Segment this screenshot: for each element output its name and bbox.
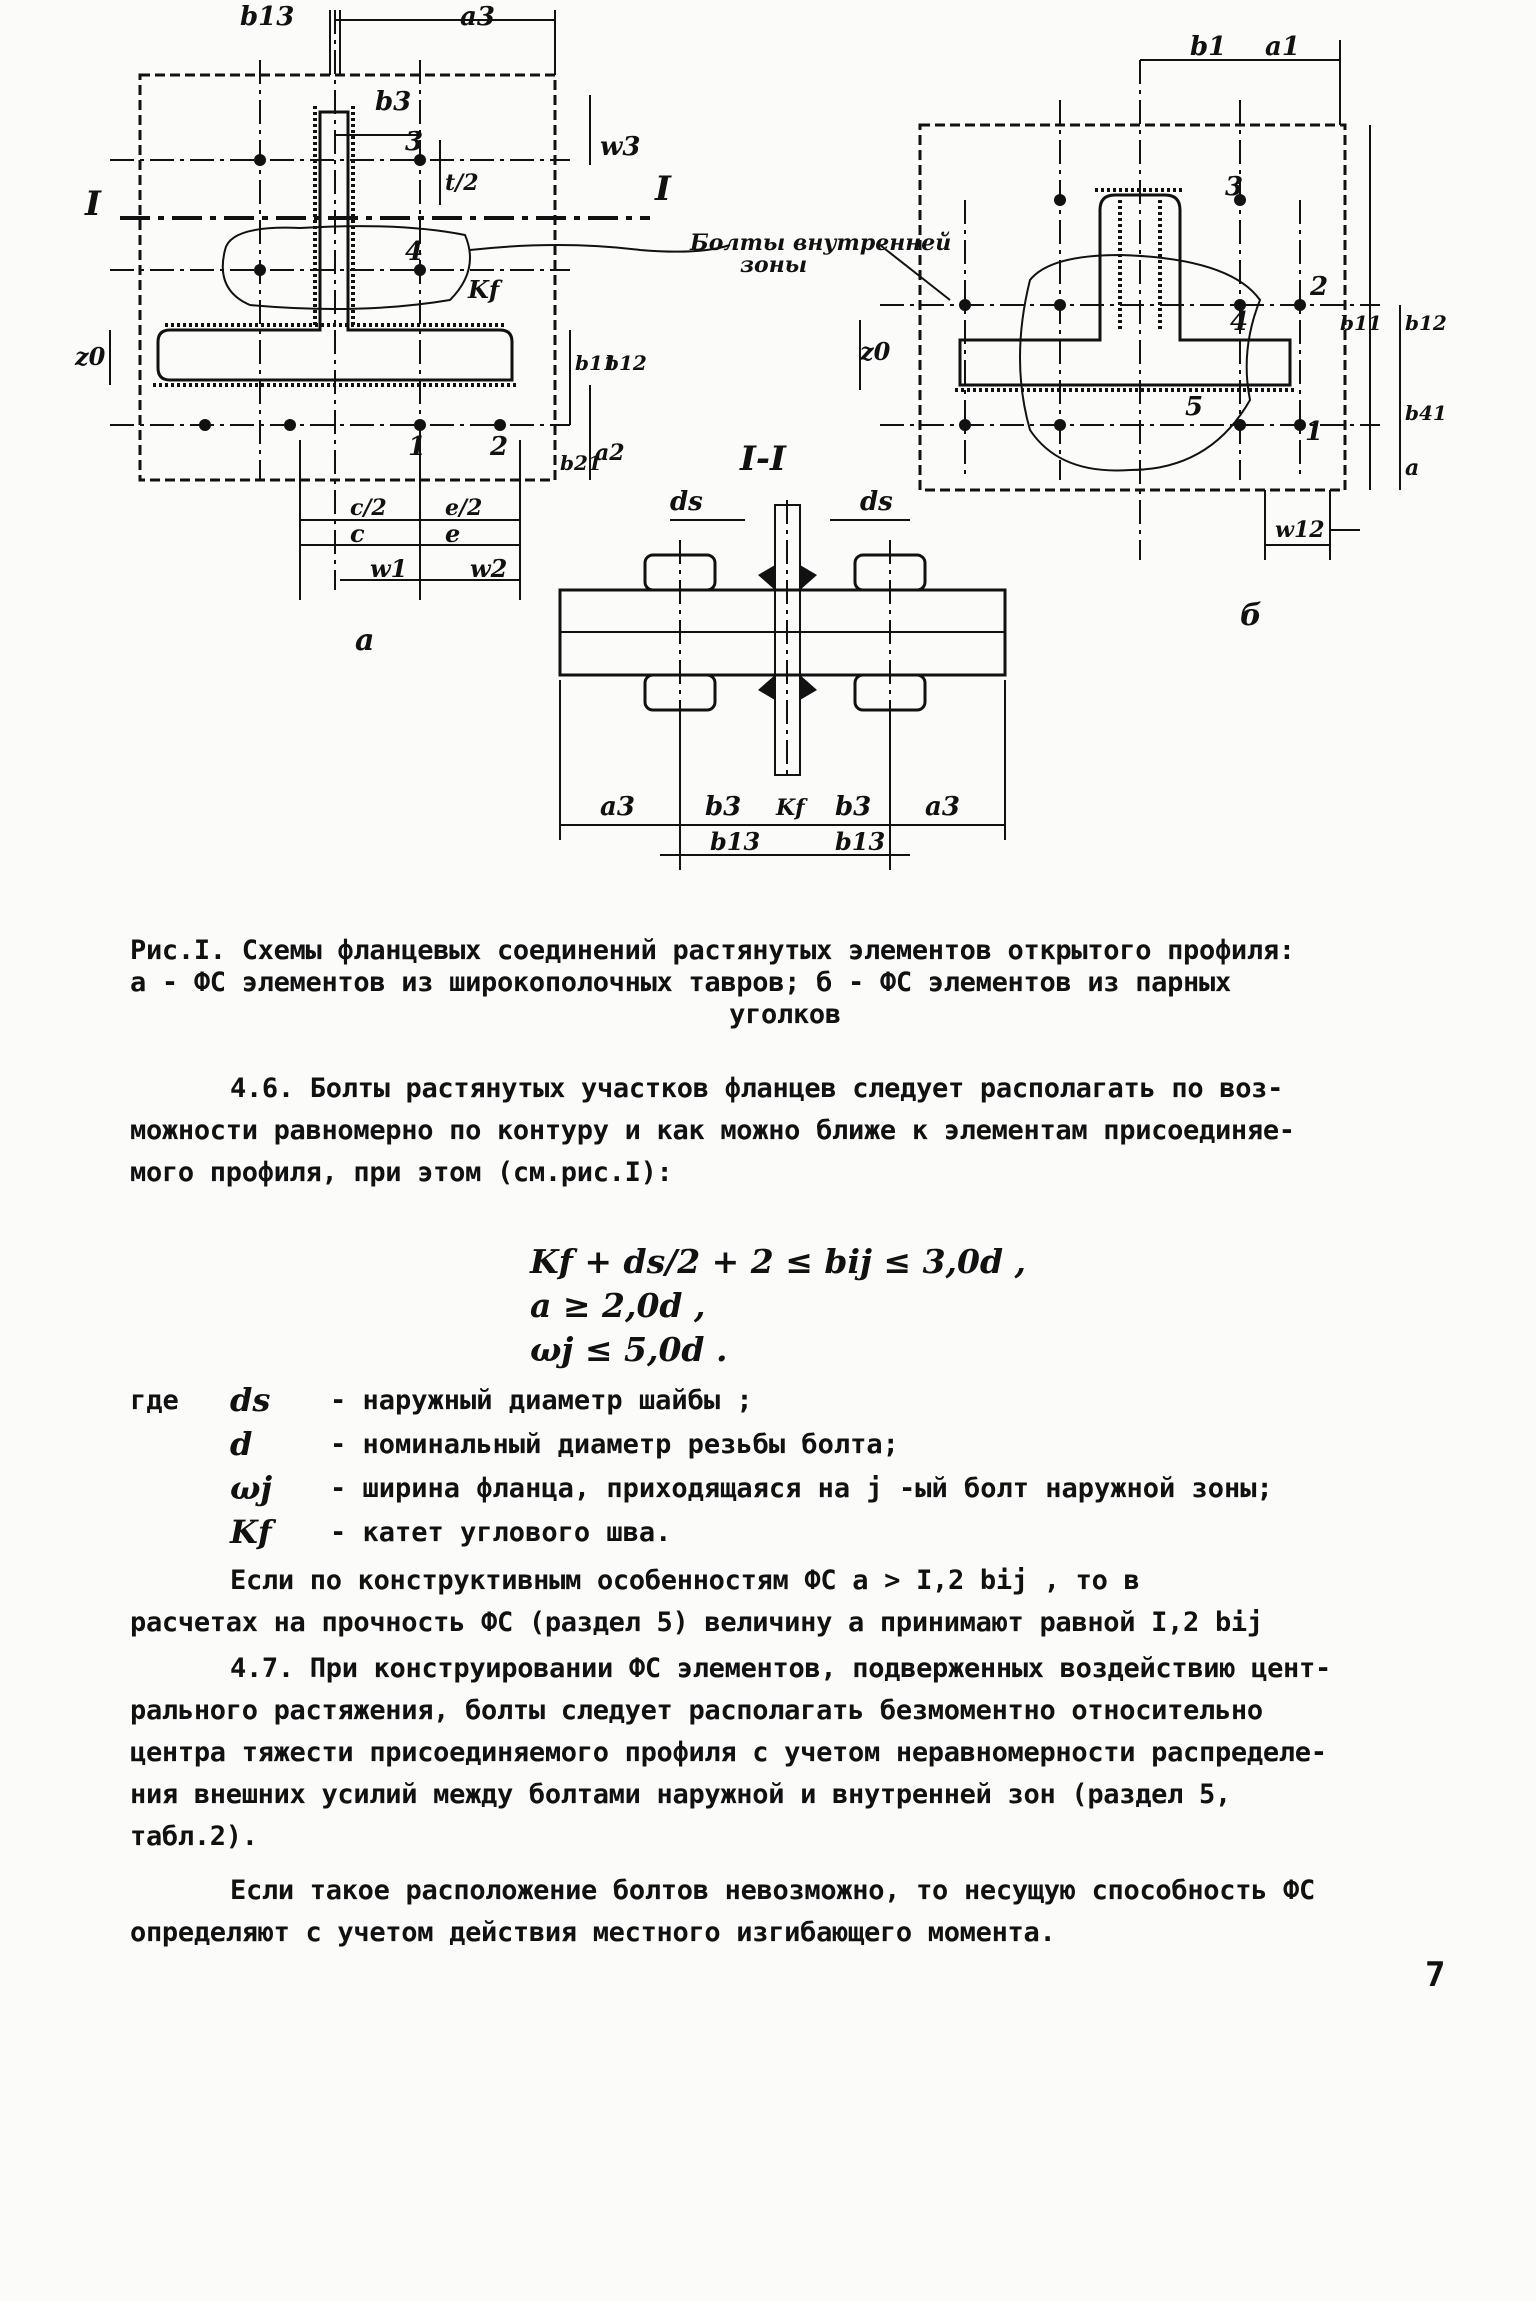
bolt-4-label-b: 4 [1230, 307, 1249, 337]
dim-a-right: a [1405, 455, 1420, 481]
section-title: I-I [740, 439, 786, 479]
dim-t2-left: t/2 [445, 170, 479, 196]
caption-line-1: Рис.I. Схемы фланцевых соединений растянутых элементов открытого профиля: [130, 935, 1295, 966]
legend-row [130, 1513, 1440, 1561]
dim-b12-left: b12 [605, 351, 647, 375]
p-last-line-2: определяют с учетом действия местного изгибающего момента. [130, 1917, 1056, 1948]
dim-b13-section-right: b13 [835, 827, 886, 856]
page-number: 7 [1425, 1955, 1446, 1995]
dim-b13-left: b13 [240, 2, 295, 32]
dim-c2-left: c/2 [350, 495, 387, 521]
legend-symbol: ωj [230, 1469, 273, 1507]
bolt-2-label-b: 2 [1310, 272, 1329, 302]
p47-line-3: центра тяжести присоединяемого профиля с учетом неравномерности распределе- [130, 1737, 1327, 1768]
dim-a2-left: a2 [595, 440, 625, 466]
dim-c-left: c [350, 519, 365, 548]
dim-w3-left: w3 [600, 132, 641, 162]
dim-b41-right: b41 [1405, 401, 1447, 425]
dim-ds-left: ds [670, 487, 703, 517]
legend-description: - ширина фланца, приходящаяся на j -ый болт наружной зоны; [330, 1473, 1273, 1504]
legend-description: - наружный диаметр шайбы ; [330, 1385, 753, 1416]
p47-line-4: ния внешних усилий между болтами наружной и внутренней зон (раздел 5, [130, 1779, 1231, 1810]
p47-line-1: 4.7. При конструировании ФС элементов, подверженных воздействию цент- [230, 1653, 1331, 1684]
bolt-2-label-a: 2 [490, 432, 509, 462]
dim-a3-top-left: a3 [460, 2, 495, 32]
dim-ds-right: ds [860, 487, 893, 517]
p-if-line-2: расчетах на прочность ФС (раздел 5) величину a принимают равной I,2 bij [130, 1607, 1263, 1638]
dim-e-left: e [445, 519, 461, 548]
legend-row [130, 1469, 1440, 1517]
dim-a3-section-right: a3 [925, 792, 960, 822]
paragraph-4-7 [130, 1648, 1440, 1858]
dim-w12-right: w12 [1275, 517, 1325, 543]
p-last-line-1: Если такое расположение болтов невозможно, то несущую способность ФС [230, 1875, 1315, 1906]
p47-line-5: табл.2). [130, 1821, 258, 1852]
figure-caption [130, 935, 1440, 1031]
legend-symbol: Kf [230, 1513, 272, 1551]
dim-a3-section-left: a3 [600, 792, 635, 822]
legend-description: - номинальный диаметр резьбы болта; [330, 1429, 899, 1460]
dim-e2-left: e/2 [445, 495, 483, 521]
dim-b11-right: b11 [1340, 311, 1382, 335]
section-cut-right-label: I [655, 169, 671, 209]
bolt-3-label-b: 3 [1225, 172, 1244, 202]
dim-kf-left: Kf [468, 275, 500, 304]
paragraph-final [130, 1870, 1440, 1954]
dim-b21-left: b21 [560, 451, 602, 475]
dim-b12-right: b12 [1405, 311, 1447, 335]
callout-inner-zone-line1: Болты внутренней [690, 230, 952, 256]
dim-a1-right: a1 [1265, 32, 1300, 62]
formula-1: Kf + ds/2 + 2 ≤ bij ≤ 3,0d , [530, 1242, 1027, 1281]
dim-z0-right: z0 [860, 337, 891, 366]
p-if-line-1: Если по конструктивным особенностям ФС a > I,2 bij , то в [230, 1565, 1140, 1596]
dim-b11-left: b11 [575, 351, 617, 375]
dim-b1-right: b1 [1190, 32, 1227, 62]
bolt-1-label-b: 1 [1305, 417, 1324, 447]
dim-w1-left: w1 [370, 554, 408, 583]
caption-line-3: уголков [729, 999, 841, 1030]
legend-description: - катет углового шва. [330, 1517, 672, 1548]
dim-w2-left: w2 [470, 554, 508, 583]
dim-b13-section-left: b13 [710, 827, 761, 856]
panel-b-bolts [959, 194, 1306, 431]
paragraph-condition [130, 1560, 1440, 1644]
legend-row [130, 1381, 1440, 1429]
p47-line-2: рального растяжения, болты следует располагать безмоментно относительно [130, 1695, 1263, 1726]
flange-connection-figure [0, 0, 1536, 900]
legend-lead-word: где [130, 1385, 179, 1416]
bolt-5-label-b: 5 [1185, 392, 1204, 422]
bolt-4-label-a: 4 [405, 237, 424, 267]
dim-z0-left: z0 [75, 342, 106, 371]
dim-b3-section-right: b3 [835, 792, 872, 822]
dim-b3-section-left: b3 [705, 792, 742, 822]
legend-symbol: d [230, 1425, 253, 1463]
section-cut-left-label: I [85, 184, 101, 224]
bolt-1-label-a: 1 [408, 432, 427, 462]
paragraph-4-6 [130, 1068, 1440, 1194]
panel-label-b: б [1240, 598, 1262, 633]
formula-block [530, 1240, 1026, 1372]
caption-line-2: а - ФС элементов из широкополочных тавров; б - ФС элементов из парных [130, 967, 1231, 998]
symbol-legend [130, 1381, 1440, 1561]
p46-line-2: можности равномерно по контуру и как можно ближе к элементам присоединяе- [130, 1115, 1295, 1146]
formula-3: ωj ≤ 5,0d . [530, 1330, 728, 1369]
formula-2: a ≥ 2,0d , [530, 1286, 706, 1325]
legend-row [130, 1425, 1440, 1473]
callout-inner-zone-line2: зоны [740, 252, 808, 278]
p46-line-1: 4.6. Болты растянутых участков фланцев следует располагать по воз- [230, 1073, 1284, 1104]
legend-symbol: ds [230, 1381, 271, 1419]
bolt-3-label-a: 3 [405, 127, 424, 157]
panel-label-a: а [355, 623, 375, 658]
dim-b3-left: b3 [375, 87, 412, 117]
dim-kf-section: Kf [776, 795, 805, 821]
p46-line-3: мого профиля, при этом (см.рис.I): [130, 1157, 673, 1188]
